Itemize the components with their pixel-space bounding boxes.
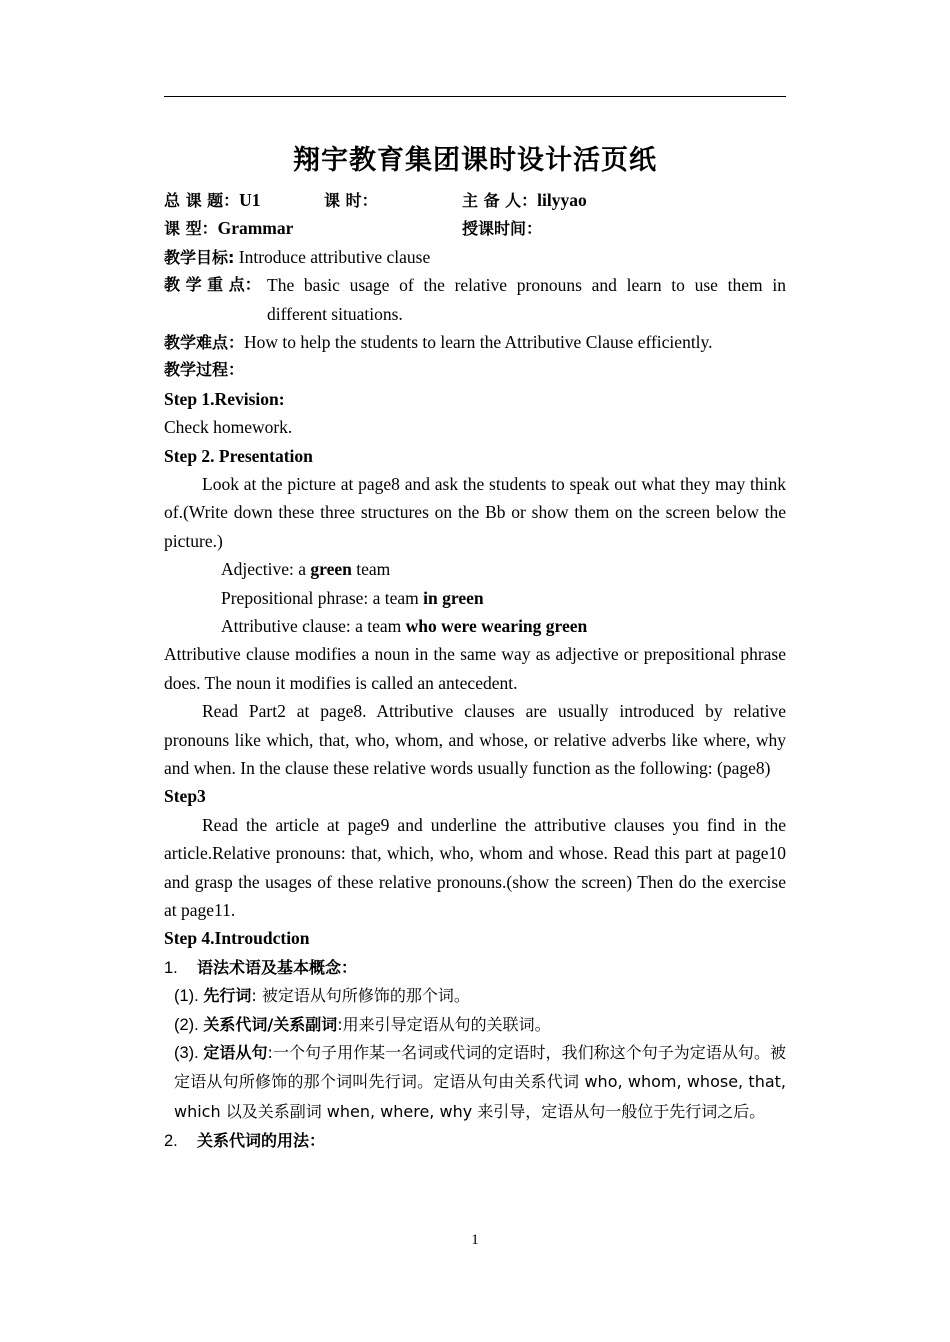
document-body bbox=[164, 140, 786, 1155]
concept-relative-words: (2). 关系代词/关系副词:用来引导定语从句的关联词。 bbox=[174, 1014, 551, 1034]
meta-row-1 bbox=[164, 186, 786, 214]
difficulty-row: 教学难点：How to help the students to learn the Attributive Clause efficiently. bbox=[164, 331, 713, 352]
step2-heading: Step 2. Presentation bbox=[164, 445, 313, 466]
example-attributive: Attributive clause: a team who were wearing green bbox=[221, 615, 588, 636]
step3-paragraph: Read the article at page9 and underline the attributive clauses you find in the article.Relative pronouns: that, which, who, whom and whose. Read this part at page10 and grasp the usages of these relative pronouns.(show the screen) Then do the exercise at page11. bbox=[164, 814, 786, 920]
example-adjective: Adjective: a green team bbox=[221, 559, 391, 580]
step1-heading: Step 1.Revision: bbox=[164, 388, 285, 409]
time-field: 授课时间： bbox=[462, 219, 543, 239]
step2-paragraph-1: Look at the picture at page8 and ask the students to speak out what they may think of.(Write down these three structures on the Bb or show them on the screen below the picture.) bbox=[164, 473, 786, 551]
topic-field: 总 课 题：U1 bbox=[164, 190, 261, 210]
pronoun-usage-heading: 2. 关系代词的用法： bbox=[164, 1131, 326, 1151]
page-title: 翔宇教育集团课时设计活页纸 bbox=[293, 145, 657, 176]
process-heading: 教学过程： bbox=[164, 360, 245, 380]
step1-text: Check homework. bbox=[164, 417, 293, 438]
goal-row: 教学目标: Introduce attributive clause bbox=[164, 246, 431, 267]
header-rule bbox=[164, 96, 786, 97]
example-prepositional: Prepositional phrase: a team in green bbox=[221, 587, 484, 608]
step2-paragraph-2: Attributive clause modifies a noun in the same way as adjective or prepositional phrase does. The noun it modifies is called an antecedent. bbox=[164, 644, 786, 693]
period-field: 课 时： bbox=[324, 191, 378, 210]
step3-heading: Step3 bbox=[164, 786, 206, 807]
concept-heading: 1. 语法术语及基本概念： bbox=[164, 957, 358, 977]
concept-antecedent: (1). 先行词: 被定语从句所修饰的那个词。 bbox=[174, 986, 470, 1006]
key-point-row: 教 学 重 点： The basic usage of the relative pronouns and learn to use them in different situations. bbox=[164, 275, 786, 324]
concept-attributive-clause: (3). 定语从句:一个句子用作某一名词或代词的定语时，我们称这个句子为定语从句。被定语从句所修饰的那个词叫先行词。定语从句由关系代词 who, whom, whose, that, which 以及关系副词 when, where, why 来引导，定语从句一般位于先行词之后。 bbox=[174, 1042, 786, 1121]
page-number: 1 bbox=[471, 1232, 479, 1248]
step2-paragraph-3: Read Part2 at page8. Attributive clauses are usually introduced by relative pronouns like which, that, who, whom, and whose, or relative adverbs like where, why and when. In the clause these relative words usually function as the following: (page8) bbox=[164, 701, 786, 778]
step4-heading: Step 4.Introudction bbox=[164, 928, 310, 949]
type-field: 课 型：Grammar bbox=[164, 218, 294, 239]
meta-row-2 bbox=[164, 214, 786, 242]
preparer-field: 主 备 人：lilyyao bbox=[462, 190, 587, 210]
